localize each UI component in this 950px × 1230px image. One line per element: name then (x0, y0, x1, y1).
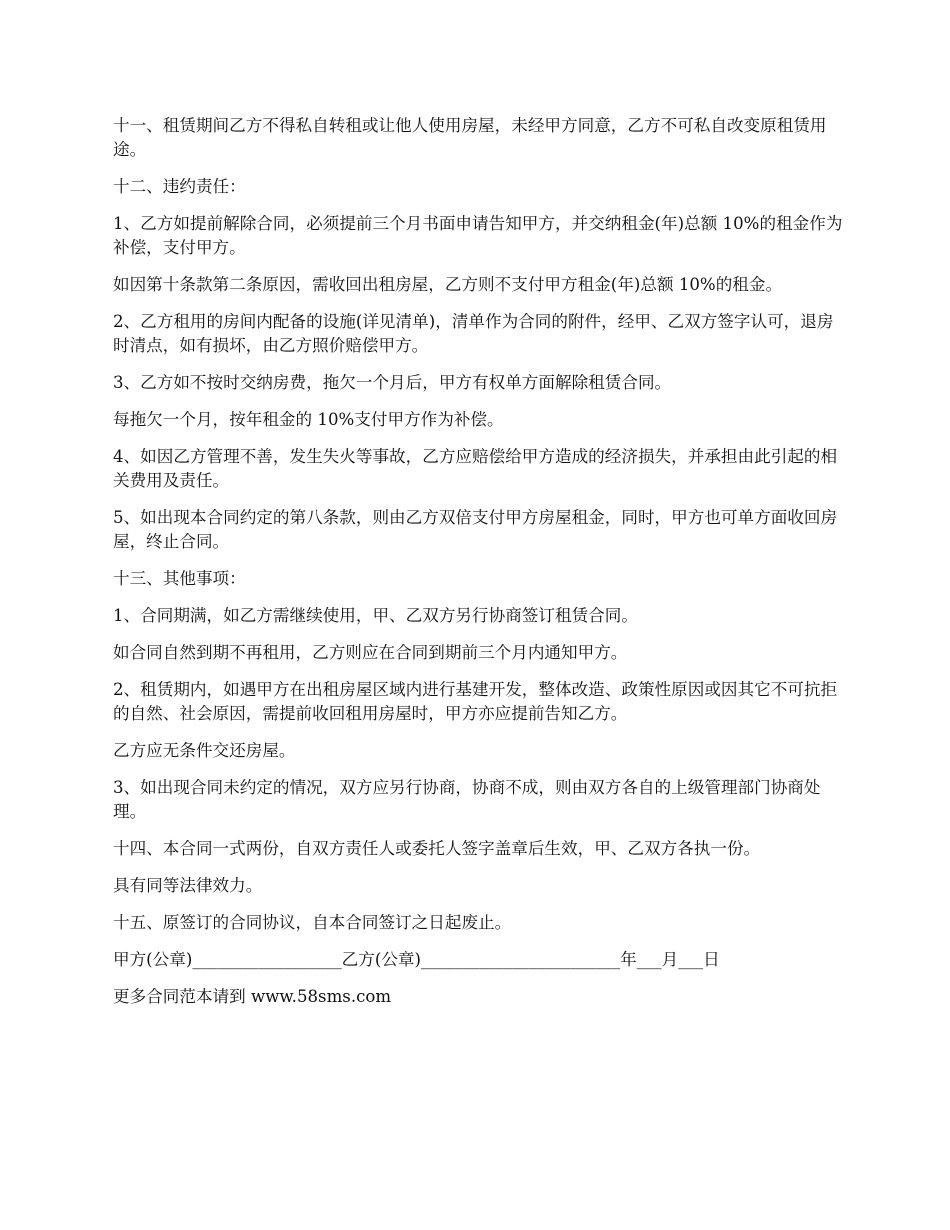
clause-13-item-2-note: 乙方应无条件交还房屋。 (113, 741, 296, 760)
clause-12-item-5: 5、如出现本合同约定的第八条款，则由乙方双倍支付甲方房屋租金，同时，甲方也可单方面收回房屋，终止合同。 (113, 508, 838, 551)
clause-15: 十五、原签订的合同协议，自本合同签订之日起废止。 (113, 913, 512, 932)
clause-11: 十一、租赁期间乙方不得私自转租或让他人使用房屋，未经甲方同意，乙方不可私自改变原租赁用途。 (113, 116, 827, 159)
clause-14: 十四、本合同一式两份，自双方责任人或委托人签字盖章后生效，甲、乙双方各执一份。 (113, 839, 761, 858)
clause-12-heading: 十二、违约责任： (113, 177, 246, 196)
clause-13-item-1-note: 如合同自然到期不再租用，乙方则应在合同到期前三个月内通知甲方。 (113, 643, 628, 662)
signature-line: 甲方(公章)__________________乙方(公章)________________________年___月___日 (113, 950, 720, 969)
clause-14-note: 具有同等法律效力。 (113, 876, 263, 895)
clause-13-item-3: 3、如出现合同未约定的情况，双方应另行协商，协商不成，则由双方各自的上级管理部门协商处理。 (113, 778, 821, 821)
clause-12-item-4: 4、如因乙方管理不善，发生失火等事故，乙方应赔偿给甲方造成的经济损失，并承担由此引起的相关费用及责任。 (113, 447, 838, 490)
clause-13-item-2: 2、租赁期内，如遇甲方在出租房屋区域内进行基建开发，整体改造、政策性原因或因其它不可抗拒的自然、社会原因，需提前收回租用房屋时，甲方亦应提前告知乙方。 (113, 680, 838, 723)
clause-13-heading: 十三、其他事项： (113, 569, 246, 588)
clause-12-item-3: 3、乙方如不按时交纳房费，拖欠一个月后，甲方有权单方面解除租赁合同。 (113, 373, 672, 392)
clause-12-item-3-note: 每拖欠一个月，按年租金的 10%支付甲方作为补偿。 (113, 410, 504, 429)
clause-12-item-1-note: 如因第十条款第二条原因，需收回出租房屋，乙方则不支付甲方租金(年)总额 10%的租金。 (113, 275, 783, 294)
clause-12-item-1: 1、乙方如提前解除合同，必须提前三个月书面申请告知甲方，并交纳租金(年)总额 10%的租金作为补偿，支付甲方。 (113, 214, 843, 257)
footer-link-text: 更多合同范本请到 www.58sms.com (113, 987, 392, 1006)
clause-13-item-1: 1、合同期满，如乙方需继续使用，甲、乙双方另行协商签订租赁合同。 (113, 606, 638, 625)
clause-12-item-2: 2、乙方租用的房间内配备的设施(详见清单)，清单作为合同的附件，经甲、乙双方签字认可，退房时清点，如有损坏，由乙方照价赔偿甲方。 (113, 312, 834, 355)
document-body (113, 114, 848, 1022)
